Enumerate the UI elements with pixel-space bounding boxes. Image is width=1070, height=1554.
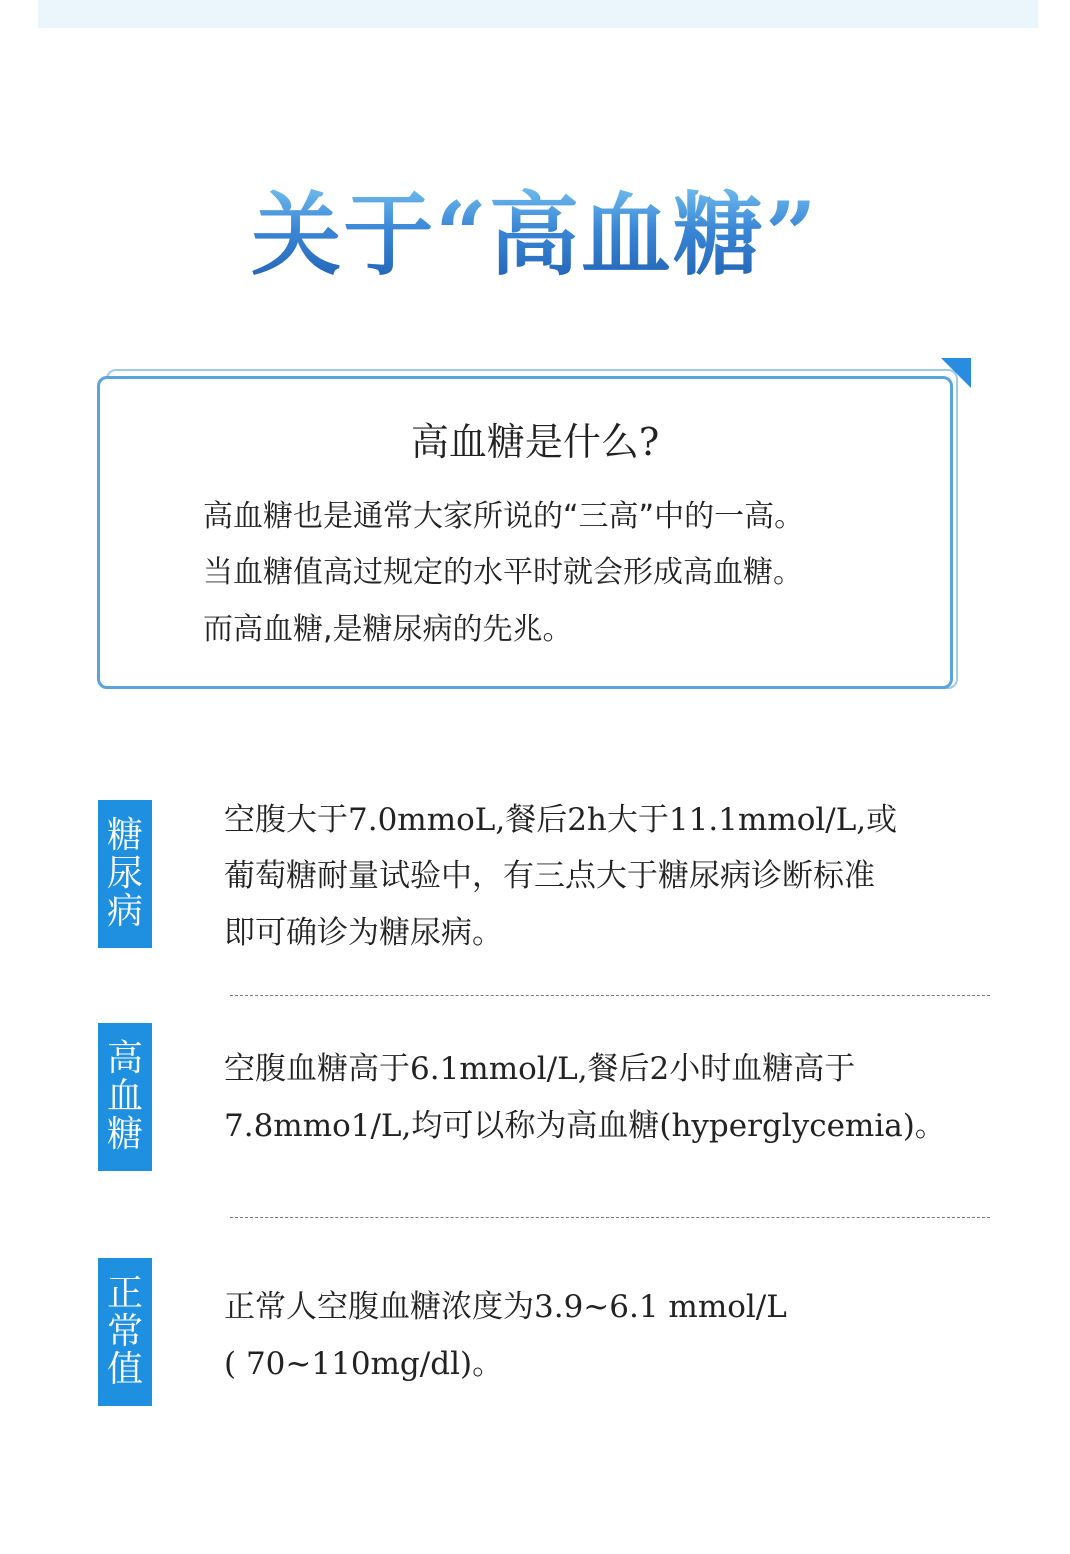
section-divider-2 xyxy=(230,1217,990,1218)
tag-normal-char-1: 正 xyxy=(106,1273,143,1314)
tag-hyperglycemia xyxy=(98,1023,152,1171)
page-title: 关于“高血糖” xyxy=(0,180,1070,290)
tag-hyperglycemia-char-3: 糖 xyxy=(106,1114,143,1155)
tag-diabetes-char-2: 尿 xyxy=(106,853,143,894)
tag-normal-char-2: 常 xyxy=(106,1311,143,1352)
tag-hyperglycemia-char-2: 血 xyxy=(106,1076,143,1117)
tag-diabetes-char-1: 糖 xyxy=(106,815,143,856)
hyperglycemia-line-1: 空腹血糖高于6.1mmol/L,餐后2小时血糖高于 xyxy=(224,1051,856,1087)
top-band xyxy=(38,0,1038,28)
intro-line-1: 高血糖也是通常大家所说的“三高”中的一高。 xyxy=(203,499,805,534)
corner-accent-triangle xyxy=(941,358,971,388)
tag-diabetes-char-3: 病 xyxy=(106,891,143,932)
diabetes-line-2: 葡萄糖耐量试验中，有三点大于糖尿病诊断标准 xyxy=(224,858,875,894)
intro-line-2: 当血糖值高过规定的水平时就会形成高血糖。 xyxy=(203,555,803,590)
intro-line-3: 而高血糖,是糖尿病的先兆。 xyxy=(203,612,573,647)
diabetes-line-3: 即可确诊为糖尿病。 xyxy=(224,915,503,951)
tag-hyperglycemia-char-1: 高 xyxy=(106,1038,143,1079)
normal-line-2: ( 70~110mg/dl)。 xyxy=(224,1346,504,1382)
hyperglycemia-line-2: 7.8mmo1/L,均可以称为高血糖(hyperglycemia)。 xyxy=(224,1108,946,1144)
tag-diabetes xyxy=(98,800,152,948)
tag-normal-value xyxy=(98,1258,152,1406)
normal-line-1: 正常人空腹血糖浓度为3.9~6.1 mmol/L xyxy=(224,1289,787,1325)
section-divider-1 xyxy=(230,995,990,996)
diabetes-line-1: 空腹大于7.0mmoL,餐后2h大于11.1mmol/L,或 xyxy=(224,802,898,838)
intro-heading: 高血糖是什么? xyxy=(410,420,660,464)
tag-normal-char-3: 值 xyxy=(106,1349,143,1390)
